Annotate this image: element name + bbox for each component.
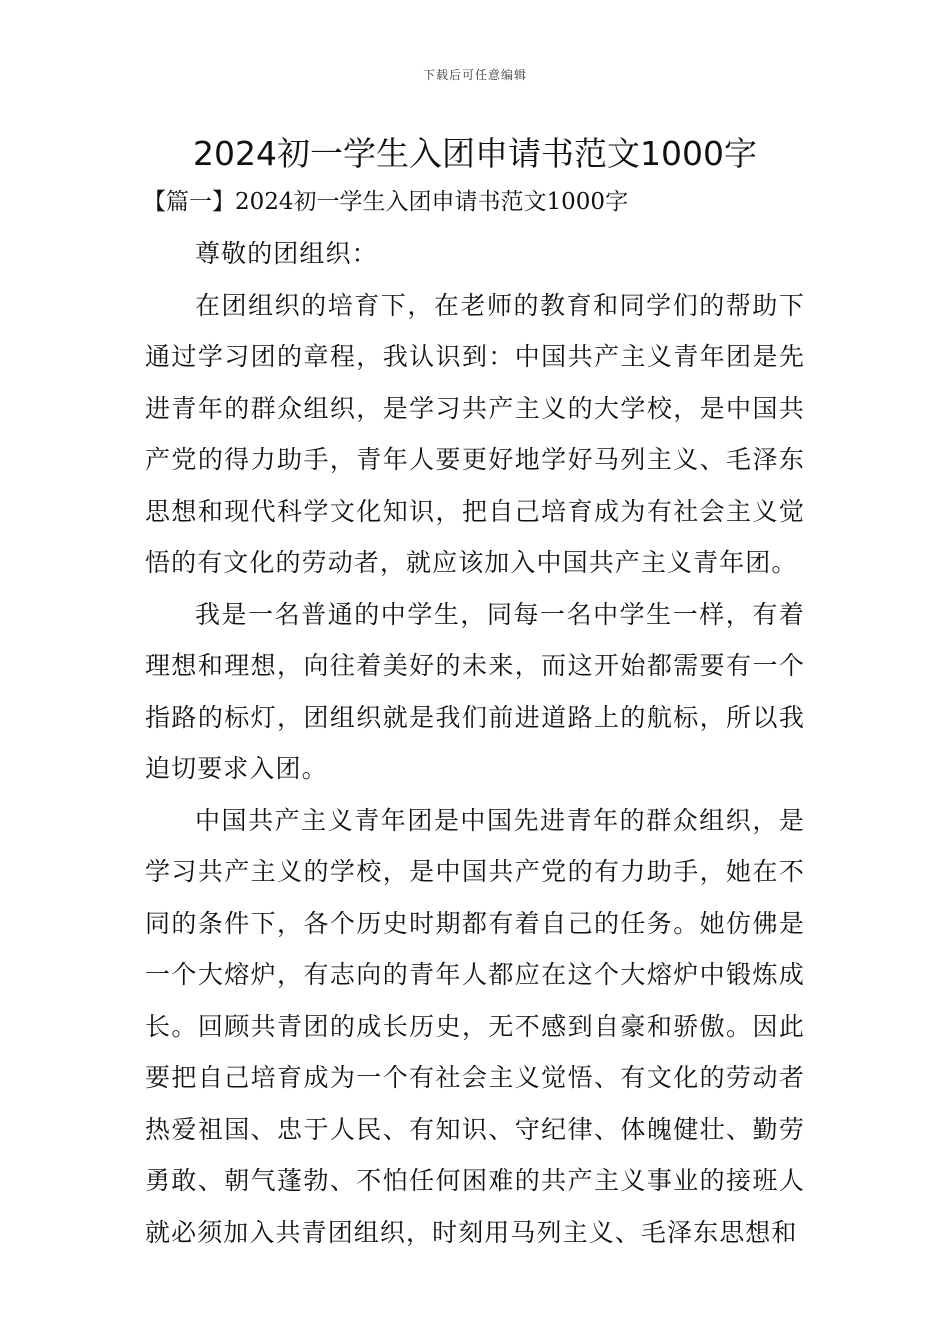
document-title: 2024初一学生入团申请书范文1000字: [193, 134, 757, 173]
document-body: [145, 228, 805, 1258]
body-paragraph-1: 在团组织的培育下，在老师的教育和同学们的帮助下通过学习团的章程，我认识到：中国共产主义青年团是先进青年的群众组织，是学习共产主义的大学校，是中国共产党的得力助手，青年人要更好地学好马列主义、毛泽东思想和现代科学文化知识，把自己培育成为有社会主义觉悟的有文化的劳动者，就应该加入中国共产主义青年团。: [145, 290, 805, 577]
body-paragraph-3: 中国共产主义青年团是中国先进青年的群众组织，是学习共产主义的学校，是中国共产党的有力助手，她在不同的条件下，各个历史时期都有着自己的任务。她仿佛是一个大熔炉，有志向的青年人都应在这个大熔炉中锻炼成长。回顾共青团的成长历史，无不感到自豪和骄傲。因此要把自己培育成为一个有社会主义觉悟、有文化的劳动者热爱祖国、忠于人民、有知识、守纪律、体魄健壮、勤劳勇敢、朝气蓬勃、不怕任何困难的共产主义事业的接班人就必须加入共青团组织，时刻用马列主义、毛泽东思想和: [145, 805, 805, 1247]
body-paragraph-2: 我是一名普通的中学生，同每一名中学生一样，有着理想和理想，向往着美好的未来，而这开始都需要有一个指路的标灯，团组织就是我们前进道路上的航标，所以我迫切要求入团。: [145, 599, 805, 783]
section-heading: 【篇一】2024初一学生入团申请书范文1000字: [143, 189, 629, 215]
salutation: 尊敬的团组织：: [195, 239, 378, 268]
header-note: 下载后可任意编辑: [422, 68, 527, 82]
